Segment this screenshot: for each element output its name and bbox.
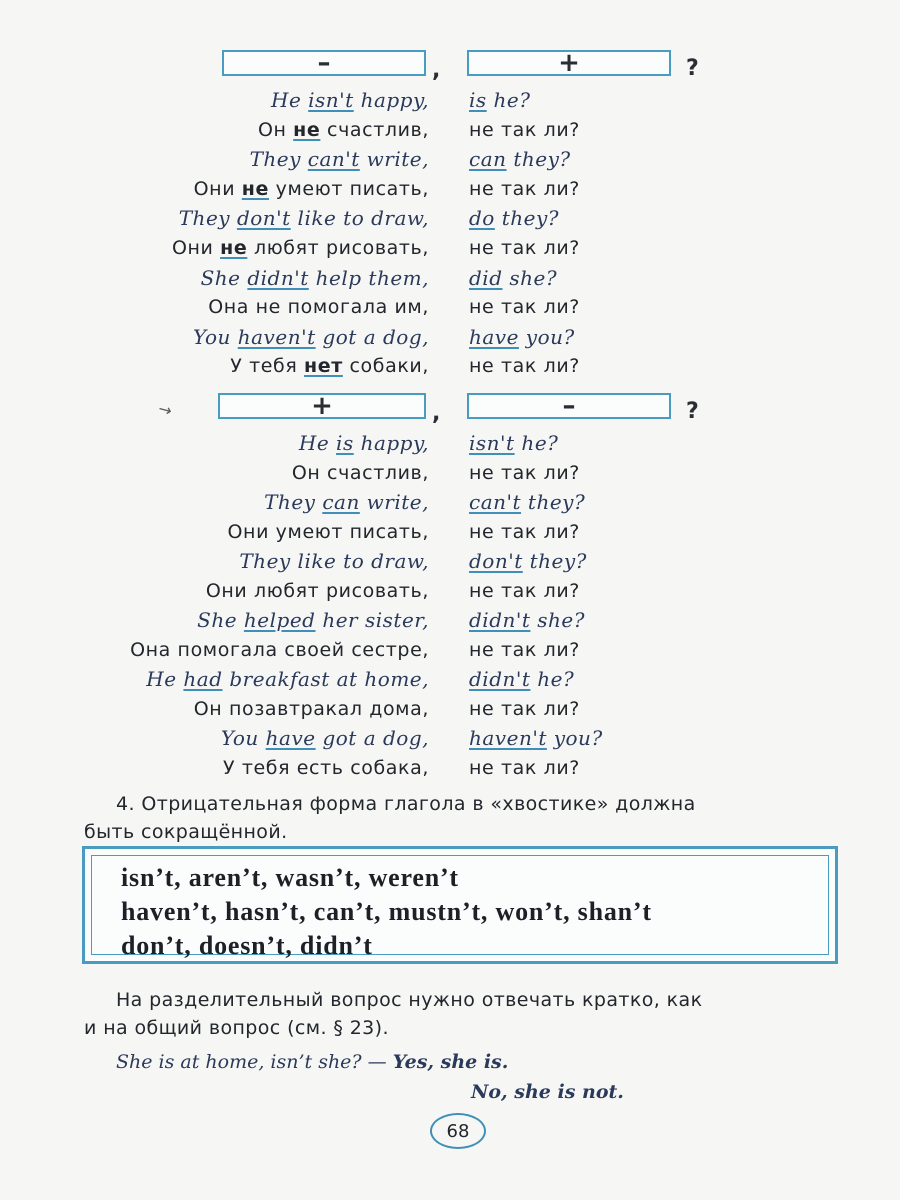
text-segment: Они xyxy=(171,237,221,259)
text-segment: you? xyxy=(518,324,575,349)
underlined-word: can xyxy=(322,490,360,514)
text-segment: He xyxy=(298,431,337,455)
tag-en xyxy=(469,86,530,114)
statement-ru xyxy=(206,577,429,605)
text-segment: her sister, xyxy=(315,608,429,632)
question-mark: ? xyxy=(686,56,699,81)
statement-en xyxy=(250,145,429,173)
text-segment: he? xyxy=(514,431,559,455)
statement-ru xyxy=(230,352,429,380)
text-segment: не так ли? xyxy=(469,118,580,141)
tag-ru xyxy=(469,577,580,605)
text-segment: she? xyxy=(530,608,585,632)
statement-ru xyxy=(228,518,430,546)
comma-separator: , xyxy=(432,58,441,83)
statement-en xyxy=(239,547,429,575)
text-segment: You xyxy=(193,324,238,349)
underlined-word: isn't xyxy=(469,431,515,455)
tag-ru xyxy=(469,695,580,723)
positive-sign-box xyxy=(467,50,671,76)
text-segment: Они любят рисовать, xyxy=(205,579,429,602)
tag-en xyxy=(469,323,575,351)
statement-en xyxy=(193,323,429,351)
tag-en xyxy=(469,264,557,292)
statement-ru xyxy=(130,636,429,664)
text-segment: They xyxy=(249,147,308,172)
statement-en xyxy=(197,606,429,634)
underlined-word: didn't xyxy=(247,265,309,290)
minus-sign: – xyxy=(317,48,331,78)
statement-en xyxy=(201,264,429,292)
text-segment: got a dog, xyxy=(315,726,429,750)
tag-ru xyxy=(469,636,580,664)
text-segment: breakfast at home, xyxy=(222,667,429,691)
comma-separator-2: , xyxy=(432,401,441,426)
tag-ru xyxy=(469,754,580,782)
text-segment: help them, xyxy=(308,265,429,290)
underlined-word: do xyxy=(469,206,495,231)
plus-sign: + xyxy=(558,48,580,78)
answer-para-line-1: На разделительный вопрос нужно отвечать кратко, как xyxy=(116,989,703,1011)
underlined-word: didn't xyxy=(469,608,531,632)
underlined-word: не xyxy=(220,237,248,259)
tag-en xyxy=(469,429,558,457)
underlined-word: isn't xyxy=(308,88,354,112)
text-segment: he? xyxy=(530,667,575,691)
text-segment: They xyxy=(178,206,237,231)
underlined-word: can't xyxy=(469,490,522,514)
text-segment: he? xyxy=(486,88,531,112)
rule-4-line-1: 4. Отрицательная форма глагола в «хвостике» должна xyxy=(116,793,696,815)
statement-en xyxy=(146,665,429,693)
text-segment: не так ли? xyxy=(469,638,580,661)
tag-ru xyxy=(469,459,580,487)
text-segment: They xyxy=(264,490,323,514)
underlined-word: helped xyxy=(243,608,316,632)
text-segment: Она не помогала им, xyxy=(208,296,429,319)
underlined-word: is xyxy=(336,431,354,455)
text-segment: they? xyxy=(494,206,559,231)
statement-en xyxy=(299,429,429,457)
text-segment: happy, xyxy=(353,88,429,112)
underlined-word: haven't xyxy=(237,324,316,349)
text-segment: She xyxy=(200,265,248,290)
statement-en xyxy=(271,86,429,114)
text-segment: happy, xyxy=(353,431,429,455)
text-segment: любят рисовать, xyxy=(247,237,429,259)
statement-ru xyxy=(194,175,429,203)
text-segment: write, xyxy=(359,147,429,172)
statement-ru xyxy=(258,116,429,144)
text-segment: не так ли? xyxy=(469,177,580,200)
text-segment: Они умеют писать, xyxy=(227,520,429,543)
contractions-line-1: isn’t, aren’t, wasn’t, weren’t xyxy=(121,863,459,892)
text-segment: you? xyxy=(546,726,603,750)
text-segment: У тебя есть собака, xyxy=(223,756,429,779)
statement-en xyxy=(179,204,429,232)
text-segment: не так ли? xyxy=(469,697,580,720)
underlined-word: haven't xyxy=(469,726,547,750)
tag-ru xyxy=(469,175,580,203)
contractions-line-3: don’t, doesn’t, didn’t xyxy=(121,931,373,960)
underlined-word: can xyxy=(469,147,507,172)
underlined-word: have xyxy=(469,324,519,349)
text-segment: Они xyxy=(193,177,242,200)
text-segment: У тебя xyxy=(230,355,305,378)
statement-en xyxy=(221,724,429,752)
statement-ru xyxy=(223,754,429,782)
text-segment: не так ли? xyxy=(469,461,580,484)
text-segment: He xyxy=(271,88,309,112)
text-segment: собаки, xyxy=(342,355,429,378)
text-segment: не так ли? xyxy=(469,520,580,543)
underlined-word: can't xyxy=(307,147,360,172)
tag-ru xyxy=(469,116,580,144)
tag-en xyxy=(469,145,571,173)
tag-en xyxy=(469,724,603,752)
text-segment: she? xyxy=(502,265,558,290)
text-segment: got a dog, xyxy=(315,324,429,349)
text-segment: write, xyxy=(359,490,429,514)
text-segment: не так ли? xyxy=(469,296,580,319)
statement-ru xyxy=(194,695,429,723)
question-mark-2: ? xyxy=(686,399,699,424)
rule-4-line-2: быть сокращённой. xyxy=(84,821,288,843)
underlined-word: didn't xyxy=(469,667,531,691)
pencil-mark: ↘ xyxy=(154,397,176,422)
text-segment: не так ли? xyxy=(469,355,580,378)
tag-ru xyxy=(469,234,580,262)
text-segment: Он счастлив, xyxy=(291,461,429,484)
underlined-word: не xyxy=(241,177,270,200)
statement-ru xyxy=(208,293,429,321)
tag-en xyxy=(469,665,574,693)
contractions-line-2: haven’t, hasn’t, can’t, mustn’t, won’t, shan’t xyxy=(121,897,652,926)
statement-en xyxy=(264,488,429,516)
text-segment: He xyxy=(146,667,184,691)
negative-sign-box xyxy=(222,50,426,76)
underlined-word: не xyxy=(293,118,321,141)
negative-sign-box-2 xyxy=(467,393,671,419)
text-segment: счастлив, xyxy=(320,118,429,141)
tag-en xyxy=(469,204,559,232)
example-sentence xyxy=(116,1048,508,1076)
example-yes-answer: Yes, she is. xyxy=(392,1051,509,1073)
contractions-box xyxy=(82,846,838,964)
underlined-word: have xyxy=(265,726,316,750)
tag-ru xyxy=(469,518,580,546)
tag-ru xyxy=(469,293,580,321)
tag-en xyxy=(469,547,587,575)
text-segment: they? xyxy=(521,490,586,514)
underlined-word: had xyxy=(183,667,223,691)
tag-en xyxy=(469,488,585,516)
example-question: She is at home, isn’t she? — xyxy=(116,1051,393,1073)
page-number: 68 xyxy=(430,1113,486,1149)
text-segment: they? xyxy=(506,147,571,172)
answer-para-line-2: и на общий вопрос (см. § 23). xyxy=(84,1017,389,1039)
statement-ru xyxy=(172,234,429,262)
text-segment: They like to draw, xyxy=(239,549,429,573)
text-segment: You xyxy=(220,726,266,750)
text-segment: they? xyxy=(522,549,587,573)
text-segment: Она помогала своей сестре, xyxy=(130,638,429,661)
text-segment: Он позавтракал дома, xyxy=(193,697,429,720)
tag-en xyxy=(469,606,585,634)
text-segment: не так ли? xyxy=(469,579,580,602)
underlined-word: don't xyxy=(236,206,291,231)
tag-ru xyxy=(469,352,580,380)
text-segment: не так ли? xyxy=(469,237,580,259)
text-segment: умеют писать, xyxy=(269,177,429,200)
text-segment: She xyxy=(197,608,244,632)
underlined-word: нет xyxy=(304,355,343,378)
text-segment: не так ли? xyxy=(469,756,580,779)
minus-sign: – xyxy=(562,391,576,421)
text-segment: Он xyxy=(257,118,294,141)
statement-ru xyxy=(292,459,429,487)
underlined-word: did xyxy=(469,265,503,290)
text-segment: like to draw, xyxy=(290,206,429,231)
underlined-word: is xyxy=(469,88,487,112)
positive-sign-box-2 xyxy=(218,393,426,419)
underlined-word: don't xyxy=(469,549,523,573)
plus-sign: + xyxy=(311,391,333,421)
example-no-answer: No, she is not. xyxy=(471,1081,624,1103)
